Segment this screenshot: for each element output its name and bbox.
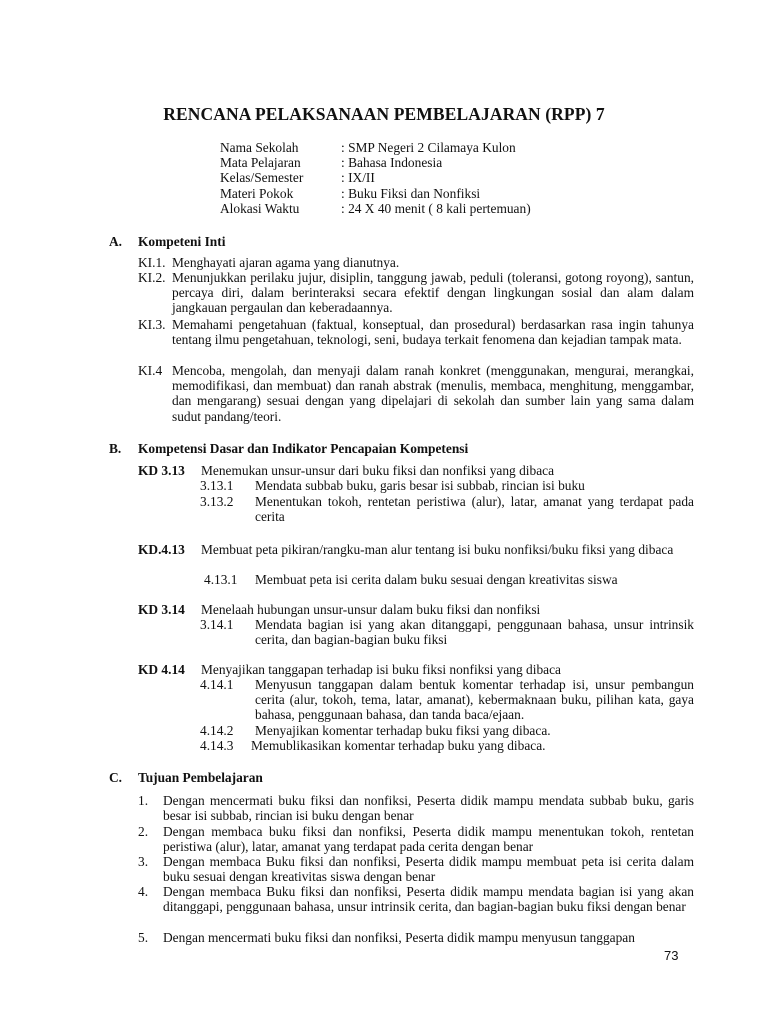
kd-text: Membuat peta pikiran/rangku-man alur tentang isi buku nonfiksi/buku fiksi yang dibaca [201, 542, 674, 557]
indicator-item [204, 572, 694, 587]
ki-text: Menunjukkan perilaku jujur, disiplin, tanggung jawab, peduli (toleransi, gotong royong), santun, percaya diri, dalam berinteraksi secara efektif dengan lingkungan sosial dan alam dalam jangkauan pergaulan dan keberadaannya. [172, 270, 694, 316]
indicator-number: 4.14.2 [200, 723, 234, 738]
identity-label: Nama Sekolah [220, 140, 299, 155]
section-letter: A. [109, 234, 123, 249]
identity-row [220, 155, 531, 170]
kd-code: KD 4.14 [138, 662, 185, 677]
indicator-text: Membuat peta isi cerita dalam buku sesuai dengan kreativitas siswa [255, 572, 618, 587]
tujuan-text: Dengan mencermati buku fiksi dan nonfiksi, Peserta didik mampu menyusun tanggapan [163, 930, 635, 945]
tujuan-item [138, 824, 694, 854]
tujuan-text: Dengan membaca Buku fiksi dan nonfiksi, Peserta didik mampu membuat peta isi cerita dalam buku sesuai dengan kreativitas siswa dengan benar [163, 854, 694, 885]
indicator-text: Menentukan tokoh, rentetan peristiwa (alur), latar, amanat yang terdapat pada cerita [255, 494, 694, 525]
tujuan-number: 2. [138, 824, 149, 839]
kd-code: KD 3.13 [138, 463, 185, 478]
indicator-text: Mendata bagian isi yang akan ditanggapi, penggunaan bahasa, unsur intrinsik cerita, dan bagian-bagian buku fiksi [255, 617, 694, 648]
identity-row [220, 186, 531, 201]
tujuan-item [138, 854, 694, 884]
indicator-number: 4.13.1 [204, 572, 238, 587]
ki-text: Menghayati ajaran agama yang dianutnya. [172, 255, 400, 270]
ki-number: KI.2. [138, 270, 166, 285]
tujuan-item [138, 884, 694, 914]
identity-row [220, 170, 531, 185]
indicator-text: Menyusun tanggapan dalam bentuk komentar terhadap isi, unsur pembangun cerita (alur, tokoh, tema, latar, amanat), kebermaknaan buku, pilihan kata, gaya bahasa, penggunaan bahasa, dan tanda baca/ejaan. [255, 677, 694, 723]
identity-label: Alokasi Waktu [220, 200, 300, 216]
identity-label: Materi Pokok [220, 185, 294, 201]
ki-item [138, 363, 694, 424]
identity-value: : 24 X 40 menit ( 8 kali pertemuan) [341, 200, 531, 216]
tujuan-text: Dengan mencermati buku fiksi dan nonfiksi, Peserta didik mampu mendata subbab buku, garis besar isi subbab, rincian isi buku dengan benar [163, 793, 694, 824]
tujuan-item [138, 793, 694, 823]
tujuan-text: Dengan membaca buku fiksi dan nonfiksi, Peserta didik mampu menentukan tokoh, rentetan peristiwa (alur), latar, amanat yang terdapat pada cerita dengan benar [163, 824, 694, 855]
ki-text: Mencoba, mengolah, dan menyaji dalam ranah konkret (menggunakan, mengurai, merangkai, memodifikasi, dan membuat) dan ranah abstrak (menulis, membaca, menghitung, menggambar, dan mengarang) sesuai dengan yang dipelajari di sekolah dan sumber lain yang sama dalam sudut pandang/teori. [172, 363, 694, 424]
kd-text: Menemukan unsur-unsur dari buku fiksi dan nonfiksi yang dibaca [201, 463, 555, 478]
identity-label: Mata Pelajaran [220, 155, 301, 171]
ki-item [138, 317, 694, 347]
indicator-text: Menyajikan komentar terhadap buku fiksi yang dibaca. [255, 723, 551, 738]
tujuan-text: Dengan membaca Buku fiksi dan nonfiksi, Peserta didik mampu mendata bagian isi yang akan ditanggapi, penggunaan bahasa, unsur intrinsik cerita, dan bagian-bagian buku fiksi dengan benar [163, 884, 694, 915]
indicator-item [200, 494, 694, 524]
page-number: 73 [664, 948, 679, 963]
indicator-number: 4.14.1 [200, 677, 234, 692]
identity-value: : IX/II [341, 170, 375, 186]
identity-value: : Buku Fiksi dan Nonfiksi [341, 185, 481, 201]
kd-code: KD 3.14 [138, 602, 185, 617]
section-letter: C. [109, 770, 123, 785]
identity-row [220, 140, 531, 155]
section-title: Tujuan Pembelajaran [138, 770, 263, 785]
kd-text: Menelaah hubungan unsur-unsur dalam buku fiksi dan nonfiksi [201, 602, 541, 617]
tujuan-number: 4. [138, 884, 149, 899]
indicator-text: Memublikasikan komentar terhadap buku yang dibaca. [251, 738, 546, 753]
section-title: Kompetensi Dasar dan Indikator Pencapaian Kompetensi [138, 441, 469, 456]
kd-text: Menyajikan tanggapan terhadap isi buku fiksi nonfiksi yang dibaca [201, 662, 561, 677]
kd-item [138, 602, 694, 617]
tujuan-number: 1. [138, 793, 149, 808]
indicator-number: 3.13.2 [200, 494, 234, 509]
indicator-number: 3.14.1 [200, 617, 234, 632]
identity-table [220, 140, 531, 216]
indicator-number: 3.13.1 [200, 478, 234, 493]
page-title: RENCANA PELAKSANAAN PEMBELAJARAN (RPP) 7 [163, 104, 605, 124]
ki-number: KI.4 [138, 363, 163, 378]
indicator-item [200, 738, 694, 753]
tujuan-number: 5. [138, 930, 149, 945]
identity-row [220, 201, 531, 216]
kd-item [138, 662, 694, 677]
indicator-item [200, 723, 694, 738]
tujuan-number: 3. [138, 854, 149, 869]
identity-value: : Bahasa Indonesia [341, 155, 443, 171]
identity-label: Kelas/Semester [220, 170, 304, 186]
tujuan-item [138, 930, 694, 945]
section-title: Kompeteni Inti [138, 234, 226, 249]
kd-code: KD.4.13 [138, 542, 185, 557]
ki-text: Memahami pengetahuan (faktual, konseptual, dan prosedural) berdasarkan rasa ingin tahunya tentang ilmu pengetahuan, teknologi, seni, budaya terkait fenomena dan kejadian tampak mata. [172, 317, 694, 348]
indicator-number: 4.14.3 [200, 738, 234, 753]
indicator-item [200, 677, 694, 723]
indicator-text: Mendata subbab buku, garis besar isi subbab, rincian isi buku [255, 478, 585, 493]
kd-item [138, 542, 694, 557]
identity-value: : SMP Negeri 2 Cilamaya Kulon [341, 140, 516, 155]
kd-item [138, 463, 694, 478]
ki-item [138, 270, 694, 316]
ki-item [138, 255, 694, 270]
indicator-item [200, 478, 694, 493]
ki-number: KI.3. [138, 317, 166, 332]
section-letter: B. [109, 441, 122, 456]
indicator-item [200, 617, 694, 647]
ki-number: KI.1. [138, 255, 166, 270]
